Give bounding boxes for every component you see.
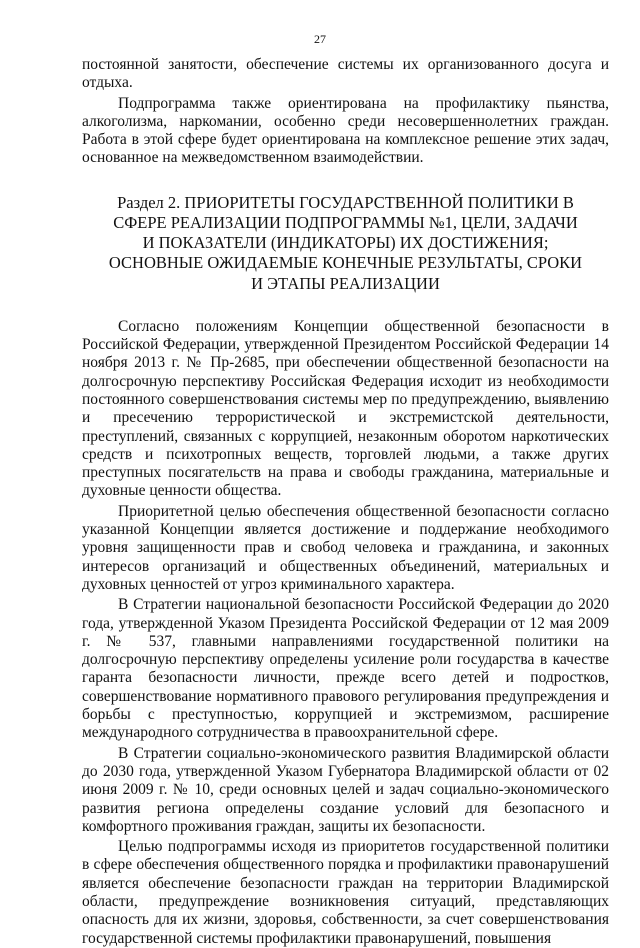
paragraph-national-strategy: В Стратегии национальной безопасности Российской Федерации до 2020 года, утвержденной Указом Президента Российской Федерации от 12 мая 2009 г. № 537, главными направлениями государственной политики на долгосрочную перспективу определены усиление роли государства в качестве гаранта безопасности личности, прежде всего детей и подростков, совершенствование нормативного правового регулирования предупреждения и борьбы с преступностью, коррупцией и экстремизмом, расширение международного сотрудничества в правоохранительной сфере.	[82, 596, 609, 742]
paragraph-subprogram-goal: Целью подпрограммы исходя из приоритетов государственной политики в сфере обеспечения общественного порядка и профилактики правонарушений является обеспечение безопасности граждан на территории Владимирской области, предупреждение возникновения ситуаций, представляющих опасность для их жизни, здоровья, собственности, за счет совершенствования государственной системы профилактики правонарушений, повышения	[82, 838, 609, 947]
paragraph-concept: Согласно положениям Концепции общественной безопасности в Российской Федерации, утвержденной Президентом Российской Федерации 14 ноября 2013 г. № Пр-2685, при обеспечении общественной безопасности на долгосрочную перспективу Российская Федерация исходит из необходимости постоянного совершенствования системы мер по предупреждению, выявлению и пресечению террористической и экстремистской деятельности, преступлений, связанных с коррупцией, незаконным оборотом наркотических средств и психотропных веществ, торговлей людьми, а также других преступных посягательств на права и свободы гражданина, материальные и духовные ценности общества.	[82, 317, 609, 500]
section-heading: Раздел 2. ПРИОРИТЕТЫ ГОСУДАРСТВЕННОЙ ПОЛИТИКИ В СФЕРЕ РЕАЛИЗАЦИИ ПОДПРОГРАММЫ №1, ЦЕЛИ, ЗАДАЧИ И ПОКАЗАТЕЛИ (ИНДИКАТОРЫ) ИХ ДОСТИЖЕНИЯ; ОСНОВНЫЕ ОЖИДАЕМЫЕ КОНЕЧНЫЕ РЕЗУЛЬТАТЫ, СРОКИ И ЭТАПЫ РЕАЛИЗАЦИИ	[108, 192, 583, 293]
document-content	[82, 56, 609, 948]
paragraph-continuation: постоянной занятости, обеспечение системы их организованного досуга и отдыха.	[82, 56, 609, 92]
paragraph-subprogram-focus: Подпрограмма также ориентирована на профилактику пьянства, алкоголизма, наркомании, особенно среди несовершеннолетних граждан. Работа в этой сфере будет ориентирована на комплексное решение этих задач, основанное на межведомственном взаимодействии.	[82, 94, 609, 167]
paragraph-priority-goal: Приоритетной целью обеспечения общественной безопасности согласно указанной Концепции является достижение и поддержание необходимого уровня защищенности прав и свобод человека и гражданина, и законных интересов организаций и общественных объединений, материальных и духовных ценностей от угроз криминального характера.	[82, 502, 609, 593]
paragraph-regional-strategy: В Стратегии социально-экономического развития Владимирской области до 2030 года, утвержденной Указом Губернатора Владимирской области от 02 июня 2009 г. № 10, среди основных целей и задач социально-экономического развития региона определены создание условий для безопасного и комфортного проживания граждан, защиты их безопасности.	[82, 744, 609, 835]
page-number: 27	[314, 32, 326, 46]
